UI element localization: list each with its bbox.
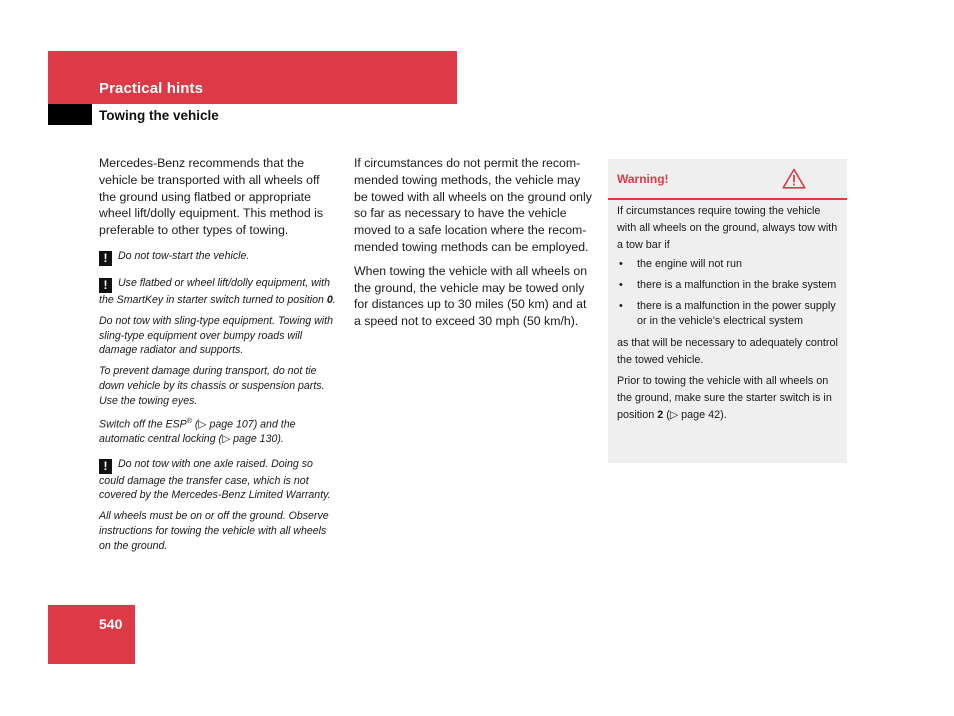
warning-label: Warning! [617,172,669,186]
note-esp [99,415,339,447]
note-tow-start [99,249,339,266]
warning-intro: If circumstances require towing the vehicle with all wheels on the ground, always tow with a tow bar if [617,205,838,251]
bullet-icon: • [619,258,623,271]
warning-body [608,200,847,424]
bullet-icon: • [619,299,623,312]
page-title: Towing the vehicle [99,108,219,123]
list-item-text: there is a malfunction in the power supply or in the vehicle’s electrical system [637,299,836,328]
warning-triangle-icon [782,168,806,189]
note-all-wheels: All wheels must be on or off the ground. Observe instructions for towing the vehicle with all wheels on the ground. [99,510,329,552]
section-title: Practical hints [99,80,204,97]
note-text: Use flatbed or wheel lift/dolly equipment, with the SmartKey in starter switch turned to position [99,276,330,306]
warning-box [608,159,847,463]
list-item [617,299,838,330]
note-text-end: . [332,293,336,306]
warning-text: Prior to towing the vehicle with all wheels on the ground, make sure the starter switch is in position [617,375,832,421]
page-ref-arrow-icon: ▷ [669,408,679,421]
note-group-3 [99,457,339,554]
exclamation-icon: ! [99,251,112,266]
intro-paragraph: Mercedes-Benz recommends that the vehicle be transported with all wheels off the ground using flatbed or appropriate wheel lift/dolly equipment. This method is preferable to other types of towing. [99,156,323,238]
note-text: Switch off the ESP [99,418,187,431]
list-item [617,278,838,294]
exclamation-icon: ! [99,278,112,293]
note-one-axle [99,457,339,504]
page-ref-arrow-icon: ▷ [198,418,207,431]
list-item [617,257,838,273]
page-number-box [48,605,135,664]
warning-text: page 42). [678,408,727,421]
page-number: 540 [99,616,123,632]
note-group-1 [99,249,339,266]
circumstances-paragraph: If circumstances do not permit the recom-mended towing methods, the vehicle may be towed with all wheels on the ground only so far as necessary to have the vehicle moved to a safe location where the recom-mended towing methods can be employed. [354,156,592,254]
column-middle [354,155,596,330]
warning-after: as that will be necessary to adequately control the towed vehicle. [617,336,838,366]
note-tie-down: To prevent damage during transport, do not tie down vehicle by its chassis or suspension parts. Use the towing eyes. [99,365,325,407]
warning-header [608,159,847,200]
column-left [99,155,339,554]
bullet-icon: • [619,278,623,291]
warning-prior [617,373,838,423]
note-text: page 130). [230,432,284,445]
warning-list [617,257,838,329]
towing-limits-paragraph: When towing the vehicle with all wheels on the ground, the vehicle may be towed only for distances up to 30 miles (50 km) and at a speed not to exceed 30 mph (50 km/h). [354,263,588,329]
warning-text: ( [663,408,670,421]
note-text: ( [191,418,199,431]
section-tab-marker [48,104,92,125]
note-text: page 107) and the automatic central locking ( [99,418,296,445]
note-text: Do not tow with one axle raised. Doing so could damage the transfer case, which is not covered by the Mercedes-Benz Limited Warranty. [99,457,331,502]
note-text: Do not tow-start the vehicle. [118,249,250,262]
note-group-2 [99,276,339,447]
position-value: 0 [326,293,333,306]
registered-mark: ® [186,417,192,425]
page-ref-arrow-icon: ▷ [222,432,231,445]
exclamation-icon: ! [99,459,112,474]
note-sling: Do not tow with sling-type equipment. Towing with sling-type equipment over bumpy roads will damage radiator and supports. [99,314,333,357]
list-item-text: there is a malfunction in the brake system [637,278,837,291]
note-flatbed [99,276,339,308]
position-value: 2 [657,408,664,421]
list-item-text: the engine will not run [637,258,743,271]
